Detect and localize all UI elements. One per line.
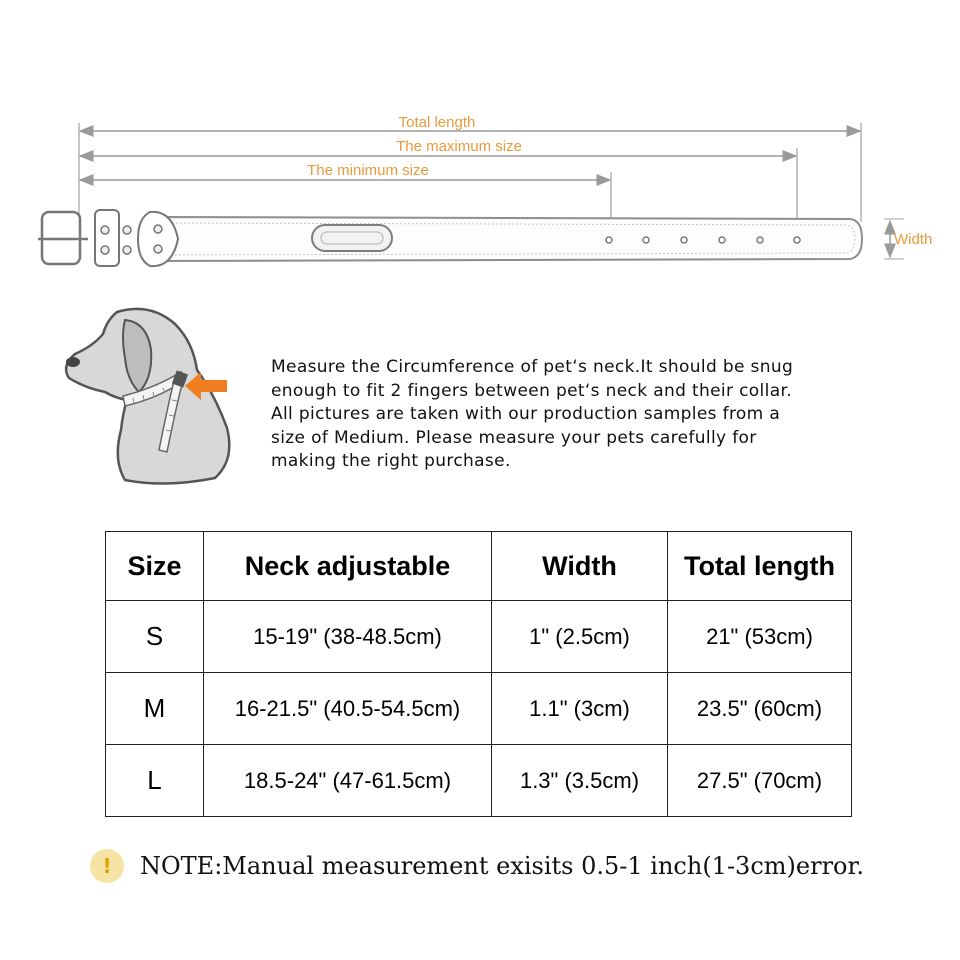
width-dimension bbox=[884, 219, 932, 259]
instruction-line: enough to fit 2 fingers between pet‘s neck and their collar. bbox=[271, 380, 792, 401]
dog-measuring-illustration bbox=[55, 300, 245, 490]
length-cell: 27.5" (70cm) bbox=[668, 745, 852, 817]
width-cell: 1.3" (3.5cm) bbox=[492, 745, 668, 817]
neck-cell: 16-21.5" (40.5-54.5cm) bbox=[204, 673, 492, 745]
table-row bbox=[106, 745, 852, 817]
name-plate bbox=[312, 225, 392, 251]
length-cell: 23.5" (60cm) bbox=[668, 673, 852, 745]
minimum-size-dimension bbox=[80, 162, 610, 180]
header-width: Width bbox=[492, 532, 668, 601]
maximum-size-label: The maximum size bbox=[396, 138, 522, 155]
table-row bbox=[106, 601, 852, 673]
warning-icon: ! bbox=[90, 849, 124, 883]
buckle-icon bbox=[38, 210, 178, 266]
note-bar bbox=[90, 846, 930, 886]
header-size: Size bbox=[106, 532, 204, 601]
neck-cell: 15-19" (38-48.5cm) bbox=[204, 601, 492, 673]
size-cell: M bbox=[106, 673, 204, 745]
instruction-line: making the right purchase. bbox=[271, 451, 511, 471]
neck-cell: 18.5-24" (47-61.5cm) bbox=[204, 745, 492, 817]
header-total-length: Total length bbox=[668, 532, 852, 601]
note-text: NOTE:Manual measurement exisits 0.5-1 inch(1-3cm)error. bbox=[140, 852, 864, 880]
size-cell: S bbox=[106, 601, 204, 673]
maximum-size-dimension bbox=[80, 138, 796, 156]
width-cell: 1" (2.5cm) bbox=[492, 601, 668, 673]
collar-diagram bbox=[0, 0, 960, 300]
instruction-line: Measure the Circumference of pet‘s neck.It should be snug bbox=[271, 357, 794, 377]
width-label: Width bbox=[894, 231, 933, 248]
collar-strap bbox=[150, 217, 862, 261]
size-cell: L bbox=[106, 745, 204, 817]
minimum-size-label: The minimum size bbox=[307, 162, 429, 179]
table-row bbox=[106, 673, 852, 745]
total-length-dimension bbox=[80, 114, 860, 131]
total-length-label: Total length bbox=[398, 114, 476, 131]
header-neck-adjustable: Neck adjustable bbox=[204, 532, 492, 601]
width-cell: 1.1" (3cm) bbox=[492, 673, 668, 745]
measurement-instructions bbox=[271, 356, 911, 474]
instruction-line: size of Medium. Please measure your pets carefully for bbox=[271, 427, 757, 448]
length-cell: 21" (53cm) bbox=[668, 601, 852, 673]
table-header-row bbox=[106, 532, 852, 601]
size-chart-table bbox=[105, 531, 852, 817]
instruction-line: All pictures are taken with our production samples from a bbox=[271, 404, 781, 424]
